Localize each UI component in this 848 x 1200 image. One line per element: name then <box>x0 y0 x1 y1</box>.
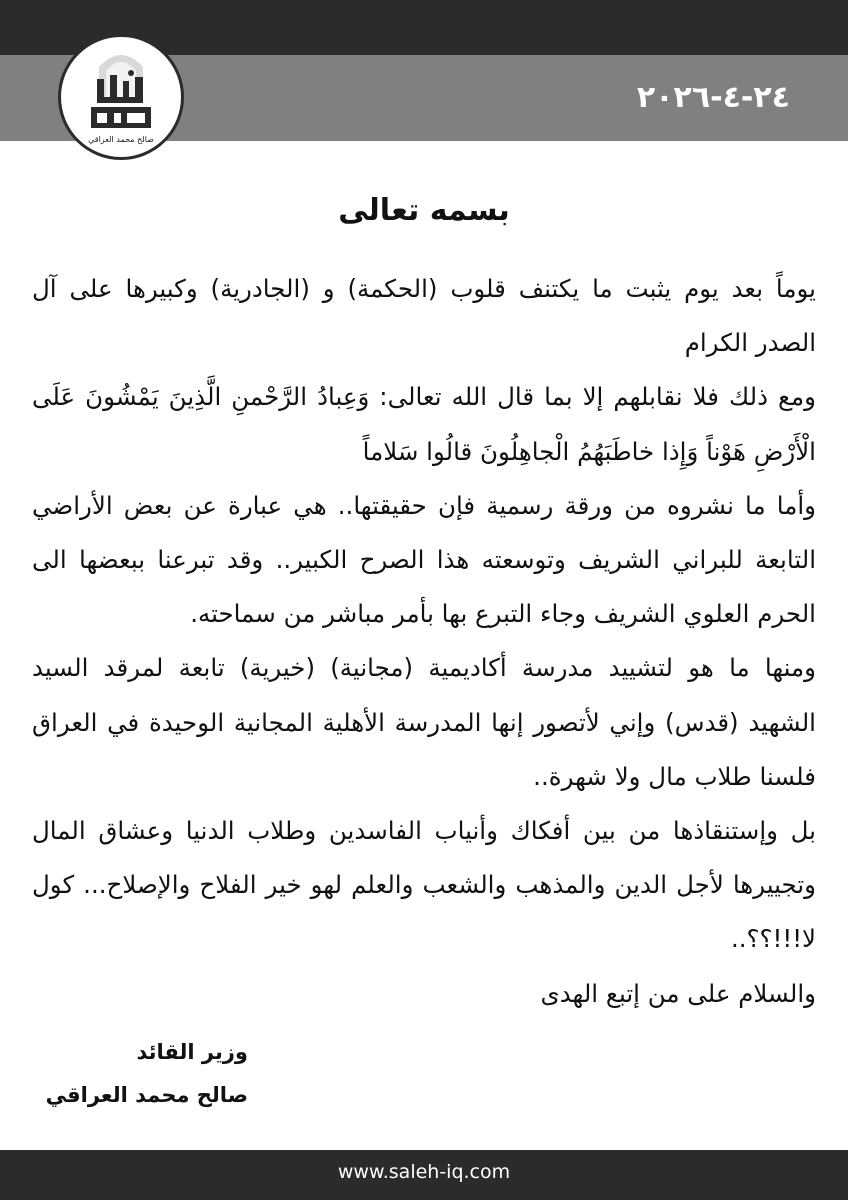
signature-title: وزير القائد <box>136 1040 248 1064</box>
paragraph: ومنها ما هو لتشييد مدرسة أكاديمية (مجانية) (خيرية) تابعة لمرقد السيد الشهيد (قدس) وإني لأتصور إنها المدرسة الأهلية المجانية الوحيدة في العراق فلسنا طلاب مال ولا شهرة.. <box>32 653 816 791</box>
paragraph: وأما ما نشروه من ورقة رسمية فإن حقيقتها.. هي عبارة عن بعض الأراضي التابعة للبراني الشريف وتوسعته هذا الصرح الكبير.. وقد تبرعنا ببعضها الى الحرم العلوي الشريف وجاء التبرع بها بأمر مباشر من سماحته. <box>32 490 816 629</box>
footer-bar <box>0 1150 848 1200</box>
document-date: ٢٤-٤-٢٠٢٦ <box>636 80 790 115</box>
paragraph: ومع ذلك فلا نقابلهم إلا بما قال الله تعالى: وَعِبادُ الرَّحْمنِ الَّذِينَ يَمْشُونَ عَلَى الْأَرْضِ هَوْناً وَإِذا خاطَبَهُمُ الْجاهِلُونَ قالُوا سَلاماً <box>32 382 816 466</box>
paragraph: والسلام على من إتبع الهدى <box>540 978 816 1008</box>
document-body <box>32 262 816 1021</box>
paragraph: يوماً بعد يوم يثبت ما يكتنف قلوب (الحكمة) و (الجادرية) وكبيرها على آل الصدر الكرام <box>32 274 816 358</box>
logo-subtitle: صالح محمد العراقي <box>88 135 154 144</box>
paragraph: بل وإستنقاذها من بين أفكاك وأنياب الفاسدين وطلاب الدنيا وعشاق المال وتجييرها لأجل الدين والمذهب والشعب والعلم لهو خير الفلاح والإصلاح... كول لا!!!؟؟.. <box>32 816 816 954</box>
document-title: بسمه تعالى <box>338 193 510 228</box>
website-link[interactable]: www.saleh-iq.com <box>337 1161 511 1183</box>
signature-name: صالح محمد العراقي <box>45 1083 248 1107</box>
logo-emblem <box>58 34 184 160</box>
